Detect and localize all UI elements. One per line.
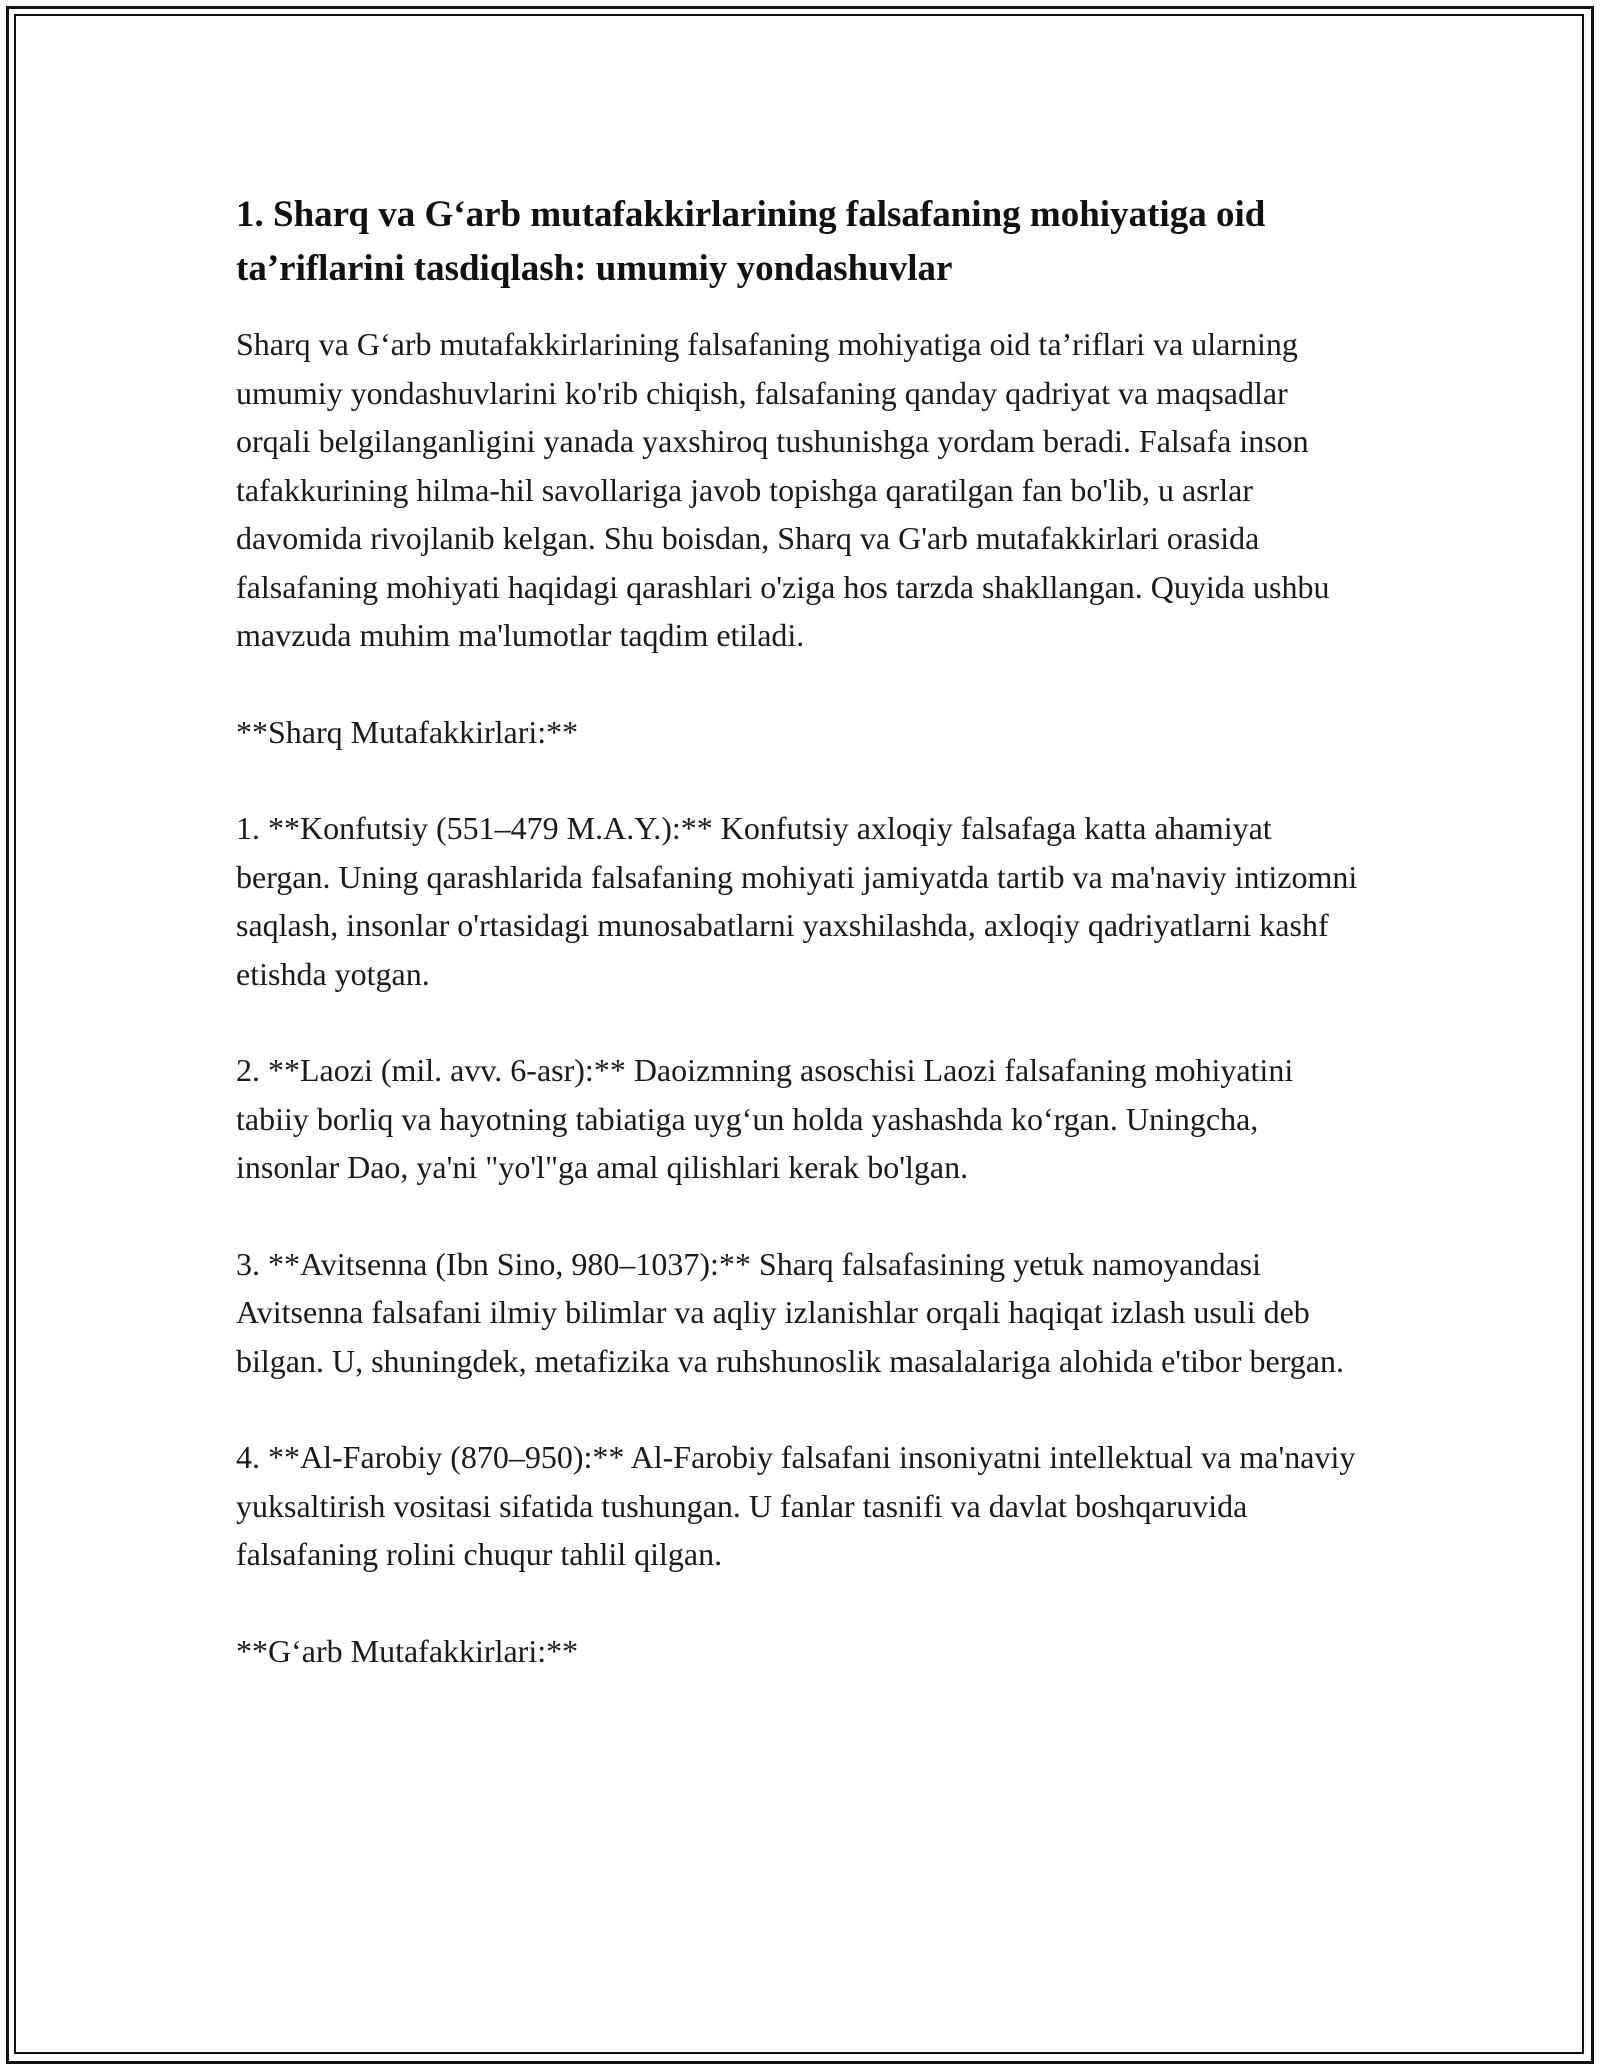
list-item-al-farabi: 4. **Al-Farobiy (870–950):** Al-Farobiy falsafani insoniyatni intellektual va ma'naviy yuksaltirish vositasi sifatida tushungan. U fanlar tasnifi va davlat boshqaruvida falsafaning rolini chuqur tahlil qilgan. <box>236 1439 1356 1572</box>
list-item-laozi: 2. **Laozi (mil. avv. 6-asr):** Daoizmning asoschisi Laozi falsafaning mohiyatini tabiiy borliq va hayotning tabiatiga uyg‘un holda yashashda ko‘rgan. Uningcha, insonlar Dao, ya'ni "yo'l"ga amal qilishlari kerak bo'lgan. <box>236 1052 1294 1185</box>
list-item-avicenna: 3. **Avitsenna (Ibn Sino, 980–1037):** Sharq falsafasining yetuk namoyandasi Avitsenna falsafani ilmiy bilimlar va aqliy izlanishlar orqali haqiqat izlash usuli deb bilgan. U, shuningdek, metafizika va ruhshunoslik masalalariga alohida e'tibor bergan. <box>236 1245 1344 1379</box>
document-body <box>236 188 1366 1723</box>
document-title: 1. Sharq va G‘arb mutafakkirlarining falsafaning mohiyatiga oid ta’riflarini tasdiqlash: umumiy yondashuvlar <box>236 194 1266 289</box>
list-item-confucius: 1. **Konfutsiy (551–479 M.A.Y.):** Konfutsiy axloqiy falsafaga katta ahamiyat bergan. Uning qarashlarida falsafaning mohiyati jamiyatda tartib va ma'naviy intizomni saqlash, insonlar o'rtasidagi munosabatlarni yaxshilashda, axloqiy qadriyatlarni kashf etishda yotgan. <box>236 810 1358 992</box>
intro-paragraph: Sharq va G‘arb mutafakkirlarining falsafaning mohiyatiga oid ta’riflari va ularning umumiy yondashuvlarini ko'rib chiqish, falsafaning qanday qadriyat va maqsadlar orqali belgilanganligini yanada yaxshiroq tushunishga yordam beradi. Falsafa inson tafakkurining hilma-hil savollariga javob topishga qaratilgan fan bo'lib, u asrlar davomida rivojlanib kelgan. Shu boisdan, Sharq va G'arb mutafakkirlari orasida falsafaning mohiyati haqidagi qarashlari o'ziga hos tarzda shakllangan. Quyida ushbu mavzuda muhim ma'lumotlar taqdim etiladi. <box>236 326 1330 653</box>
section-heading-east: **Sharq Mutafakkirlari:** <box>236 713 579 750</box>
section-heading-west: **G‘arb Mutafakkirlari:** <box>236 1632 579 1669</box>
